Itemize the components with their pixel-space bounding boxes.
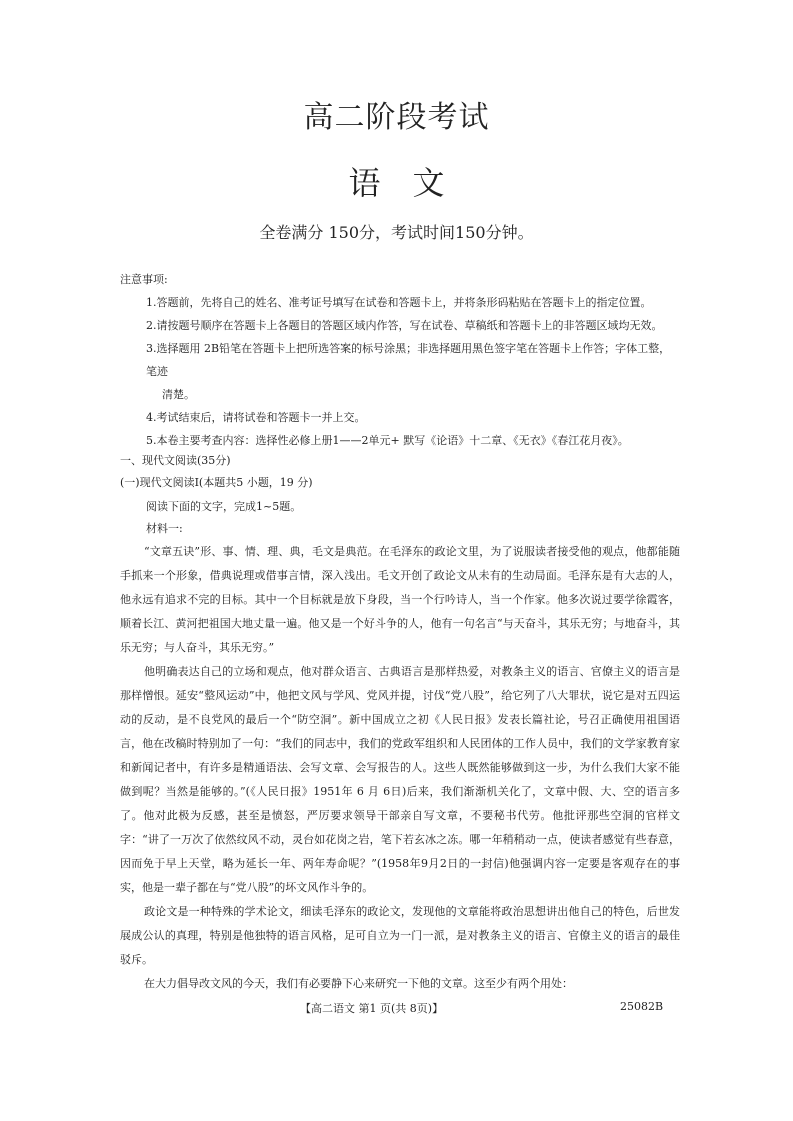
reading-passage [120,540,680,996]
page-footer: 【高二语文 第1 页(共 8页)】 [300,1002,444,1015]
subject-char-2: 文 [412,164,445,202]
paragraph: 他明确表达自己的立场和观点，他对群众语言、古典语言是那样热爱，对教条主义的语言、官僚主义的语言是那样憎恨。延安“整风运动”中，他把文风与学风、党风并提，讨伐“党八股”，给它列了八大罪状，说它是对五四运动的反动，是不良党风的最后一个“防空洞”。新中国成立之初《人民日报》发表长篇社论，号召正确使用祖国语言，他在改稿时特别加了一句：“我们的同志中，我们的党政军组织和人民团体的工作人员中，我们的文学家教育家和新闻记者中，有许多是精通语法、会写文章、会写报告的人。这些人既然能够做到这一步，为什么我们大家不能做到呢？当然是能够的。”(《人民日报》1951年 6 月 6日)后来，我们渐渐机关化了，文章中假、大、空的语言多了。他对此极为反感，甚至是愤怒，严厉要求领导干部亲自写文章，不要秘书代劳。他批评那些空洞的官样文字：“讲了一万次了依然纹风不动，灵台如花岗之岩，笔下若玄冰之冻。哪一年稍稍动一点，使读者感觉有些春意，因而免于早上天堂，略为延长一年、两年寿命呢？”(1958年9月2日的一封信)他强调内容一定要是客观存在的事实，他是一辈子都在与“党八股”的坏文风作斗争的。 [120,665,680,894]
exam-title: 高二阶段考试 [303,100,490,135]
subject-char-1: 语 [348,164,381,202]
material-label: 材料一: [146,522,183,535]
part-title: 一、现代文阅读(35分) [120,454,231,467]
note-item: 5.本卷主要考查内容：选择性必修上册1——2单元+ 默写《论语》十二章、《无衣》《春江花月夜》。 [146,434,629,447]
note-item: 4.考试结束后，请将试卷和答题卡一并上交。 [146,411,366,424]
notes-block [120,268,680,452]
note-item: 1.答题前，先将自己的姓名、准考证号填写在试卷和答题卡上，并将条形码粘贴在答题卡上的指定位置。 [146,296,652,309]
paragraph: 在大力倡导改文风的今天，我们有必要静下心来研究一下他的文章。这至少有两个用处： [144,977,573,990]
note-item-continued: 清楚。 [162,388,195,401]
paper-code: 25082B [620,1000,664,1013]
note-item: 3.选择题用 2B铅笔在答题卡上把所选答案的标号涂黑；非选择题用黑色签字笔在答题卡上作答；字体工整，笔迹 [146,342,671,378]
paragraph: “文章五诀”形、事、情、理、典，毛文是典范。在毛泽东的政论文里，为了说服读者接受他的观点，他都能随手抓来一个形象，借典说理或借事言情，深入浅出。毛文开创了政论文从未有的生动局面。毛泽东是有大志的人，他永远有追求不完的目标。其中一个目标就是放下身段，当一个行吟诗人，当一个作家。他多次说过要学徐霞客，顺着长江、黄河把祖国大地丈量一遍。他又是一个好斗争的人，他有一句名言“与天奋斗，其乐无穷；与地奋斗，其乐无穷；与人奋斗，其乐无穷。” [120,545,680,654]
notes-heading: 注意事项: [120,273,168,286]
score-time-line: 全卷满分 150分，考试时间150分钟。 [259,223,534,242]
paragraph: 政论文是一种特殊的学术论文，细读毛泽东的政论文，发现他的文章能将政治思想讲出他自己的特色，后世发展成公认的真理，特别是他独特的语言风格，足可自立为一门一派，是对教条主义的语言、官僚主义的语言的最佳驳斥。 [120,905,680,966]
subject-title [0,158,793,204]
note-item: 2.请按题号顺序在答题卡上各题目的答题区域内作答，写在试卷、草稿纸和答题卡上的非答题区域均无效。 [146,319,663,332]
instruction: 阅读下面的文字，完成1~5题。 [146,500,302,513]
sub-title: (一)现代文阅读Ⅰ(本题共5 小题，19 分) [120,476,313,489]
